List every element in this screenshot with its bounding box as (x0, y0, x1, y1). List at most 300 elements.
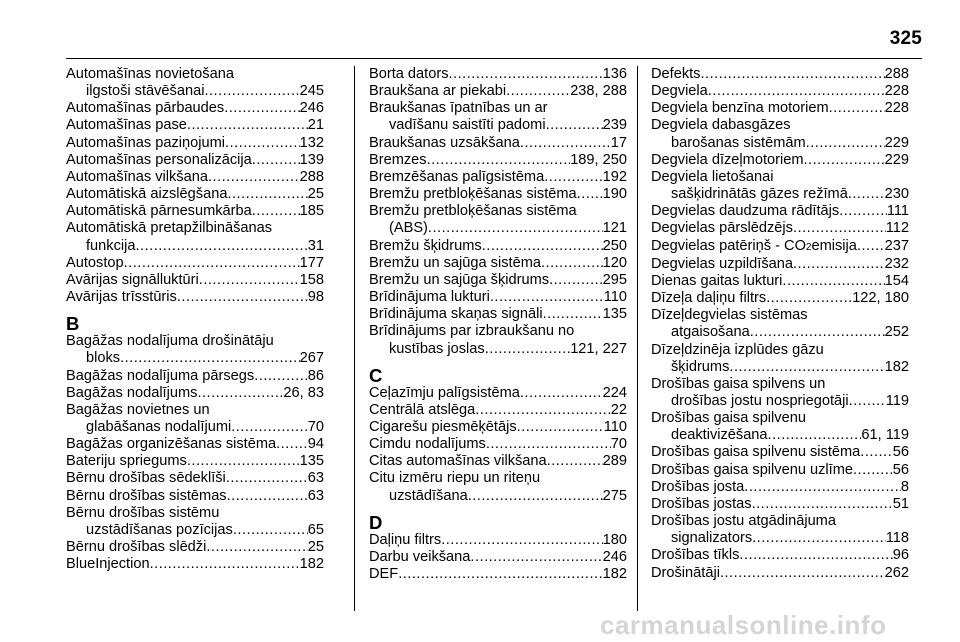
entry-text: Cimdu nodalījums (369, 436, 486, 453)
entry-text: Bagāžas nodalījuma pārsegs (66, 367, 255, 384)
entry-line (369, 323, 627, 340)
page-reference: 224 (602, 384, 627, 401)
page-reference: 135 (299, 453, 324, 470)
page-reference: 245 (299, 83, 324, 100)
index-entry (66, 152, 324, 169)
entry-text: Bērnu drošības slēdži (66, 539, 207, 556)
entry-line (66, 135, 324, 152)
dot-leader (208, 169, 300, 186)
entry-text: barošanas sistēmām (671, 134, 806, 151)
entry-text: Automātiskā aizslēgšana (66, 186, 228, 203)
entry-line (66, 470, 324, 487)
entry-text: Defekts (651, 66, 701, 82)
entry-line (66, 385, 324, 402)
dot-leader (853, 462, 893, 479)
entry-line (66, 402, 324, 419)
dot-leader (839, 203, 887, 220)
page-reference: 190 (602, 186, 627, 203)
index-entry (651, 565, 909, 582)
entry-line (369, 169, 627, 186)
page-reference: 8 (900, 478, 909, 495)
index-entry (369, 402, 627, 419)
page-reference: 94 (307, 436, 324, 453)
dot-leader (120, 350, 300, 367)
dot-leader (752, 530, 886, 547)
index-entry (369, 255, 627, 272)
dot-leader (398, 566, 602, 583)
dot-leader (486, 436, 611, 453)
entry-line (651, 359, 909, 376)
index-entry (651, 152, 909, 169)
entry-text: Borta dators (369, 66, 449, 82)
dot-leader (428, 220, 603, 237)
entry-line (66, 522, 324, 539)
dot-leader (199, 272, 300, 289)
dot-leader (231, 419, 308, 436)
section-letter: B (66, 313, 80, 335)
index-entry (369, 66, 627, 83)
entry-text: Bērnu drošības sistēmu (66, 504, 220, 521)
index-entry (66, 333, 324, 367)
page-reference: 61, 119 (861, 427, 909, 444)
page-reference: 17 (610, 134, 627, 151)
entry-text: emisija (811, 237, 857, 254)
entry-line (66, 186, 324, 203)
column-divider (637, 66, 638, 611)
dot-leader (177, 289, 308, 306)
dot-leader (750, 324, 885, 341)
entry-line (369, 272, 627, 289)
page-reference: 262 (884, 564, 909, 581)
entry-text: Drošības jostu atgādinājuma (651, 513, 836, 530)
dot-leader (766, 290, 852, 307)
index-entry (369, 203, 627, 237)
section-letter: C (369, 364, 383, 386)
entry-line (66, 83, 324, 100)
dot-leader (848, 186, 885, 203)
page-reference: 86 (307, 367, 324, 384)
page-reference: 65 (307, 521, 324, 538)
dot-leader (124, 255, 300, 272)
page-reference: 232 (884, 255, 909, 272)
index-entry (369, 419, 627, 436)
entry-text: Brīdinājuma skaņas signāli (369, 306, 543, 323)
page-reference: 31 (307, 237, 324, 254)
entry-text: Degvielas pārslēdzējs (651, 220, 793, 237)
entry-line (66, 169, 324, 186)
entry-text: Centrālā atslēga (369, 401, 476, 418)
entry-text: BlueInjection (66, 556, 150, 573)
entry-line (66, 203, 324, 220)
page-reference: 228 (884, 83, 909, 100)
entry-line (66, 66, 324, 83)
entry-line (369, 385, 627, 402)
index-entry (651, 238, 909, 256)
page-reference: 237 (884, 237, 909, 254)
entry-text: Daļiņu filtrs (369, 531, 442, 548)
entry-text: Braukšana ar piekabi (369, 83, 507, 100)
dot-leader (782, 273, 884, 290)
entry-line (369, 83, 627, 100)
entry-line (651, 513, 909, 530)
entry-line (369, 566, 627, 583)
dot-leader (708, 83, 885, 100)
entry-text: Automašīnas novietošana (66, 66, 234, 82)
page-reference: 25 (307, 539, 324, 556)
index-entry (66, 556, 324, 573)
entry-text: ilgstoši stāvēšanai (86, 83, 205, 100)
entry-text: Automātiskā pārnesumkārba (66, 203, 252, 220)
index-column-1 (66, 66, 324, 611)
index-entry (369, 186, 627, 203)
entry-text: DEF (369, 566, 399, 583)
entry-text: Bateriju spriegums (66, 453, 187, 470)
entry-line (369, 453, 627, 470)
index-entry (66, 402, 324, 436)
dot-leader (276, 436, 308, 453)
index-entry (651, 342, 909, 376)
page-reference: 110 (603, 289, 627, 306)
column-divider (354, 66, 355, 611)
index-entry (651, 307, 909, 341)
entry-text: Darbu veikšana (369, 548, 471, 565)
dot-leader (541, 255, 603, 272)
subscript: 2 (805, 241, 812, 253)
entry-text: Bagāžas organizēšanas sistēma (66, 436, 277, 453)
entry-text: Dienas gaitas lukturi (651, 272, 783, 289)
page-reference: 21 (307, 117, 324, 134)
entry-text: Bremžu un sajūga sistēma (369, 254, 541, 271)
index-entry (369, 453, 627, 470)
entry-text: Bremžu pretbloķēšanas sistēma (369, 186, 577, 203)
entry-line (369, 152, 627, 169)
page-number: 325 (889, 28, 922, 49)
entry-line (66, 255, 324, 272)
page-reference: 267 (299, 350, 324, 367)
entry-text: Dīzeļdzinēja izplūdes gāzu (651, 341, 824, 358)
entry-text: Degvielas uzpildīšana (651, 255, 793, 272)
entry-line (369, 117, 627, 134)
entry-line (66, 556, 324, 573)
index-entry (66, 368, 324, 385)
dot-leader (804, 152, 885, 169)
page-reference: 228 (884, 100, 909, 117)
page-reference: 182 (884, 358, 909, 375)
entry-line (651, 186, 909, 203)
dot-leader (768, 427, 862, 444)
index-entry (651, 117, 909, 151)
dot-leader (475, 402, 610, 419)
page-reference: 182 (602, 566, 627, 583)
dot-leader (517, 419, 604, 436)
page-reference: 239 (602, 117, 627, 134)
dot-leader (547, 453, 603, 470)
page-reference: 63 (307, 487, 324, 504)
index-entry (66, 289, 324, 306)
entry-text: Braukšanas uzsākšana (369, 134, 520, 151)
entry-line (369, 255, 627, 272)
entry-text: Automašīnas paziņojumi (66, 134, 225, 151)
entry-line (369, 419, 627, 436)
entry-text: Bagāžas nodalījuma drošinātāju (66, 333, 274, 350)
page-reference: 288 (299, 168, 324, 185)
index-entry (66, 272, 324, 289)
entry-text: Degviela dīzeļmotoriem (651, 151, 804, 168)
entry-text: atgaisošana (671, 324, 750, 341)
page-reference: 180 (602, 531, 627, 548)
entry-text: signalizators (671, 530, 753, 547)
entry-line (66, 419, 324, 436)
index-entry (66, 203, 324, 220)
entry-line (66, 272, 324, 289)
entry-text: Drošinātāji (651, 564, 720, 581)
entry-text: Bērnu drošības sistēmas (66, 487, 227, 504)
page-reference: 132 (299, 134, 324, 151)
dot-leader (485, 341, 570, 358)
index-column-3 (651, 66, 909, 611)
index-entry (369, 289, 627, 306)
entry-line (651, 307, 909, 324)
index-entry (651, 273, 909, 290)
index-entry (66, 539, 324, 556)
entry-line (369, 341, 627, 358)
entry-line (651, 100, 909, 117)
entry-line (369, 238, 627, 255)
page-reference: 56 (892, 444, 909, 461)
dot-leader (225, 135, 300, 152)
page-reference: 111 (886, 203, 909, 220)
entry-line (651, 393, 909, 410)
page-reference: 63 (307, 470, 324, 487)
entry-text: Drošības tīkls (651, 547, 740, 564)
entry-line (651, 530, 909, 547)
page-reference: 98 (307, 289, 324, 306)
index-entry (66, 385, 324, 402)
index-entry (651, 547, 909, 564)
page-reference: 51 (892, 495, 909, 512)
entry-text: Degviela dabasgāzes (651, 117, 791, 134)
index-entry (66, 100, 324, 117)
entry-text: Bagāžas nodalījums (66, 384, 198, 401)
entry-line (651, 479, 909, 496)
page-reference: 122, 180 (852, 290, 909, 307)
index-entry (651, 444, 909, 461)
index-entry (66, 186, 324, 203)
entry-text: šķidrums (671, 358, 730, 375)
entry-text: vadīšanu saistīti padomi (389, 117, 546, 134)
page-reference: 185 (299, 203, 324, 220)
page-reference: 288 (884, 66, 909, 82)
entry-line (369, 549, 627, 566)
entry-text: Bremžu šķidrums (369, 237, 482, 254)
entry-text: Citas automašīnas vilkšana (369, 453, 547, 470)
entry-line (66, 100, 324, 117)
dot-leader (739, 547, 892, 564)
entry-line (651, 324, 909, 341)
watermark: carmanualsonline.info (600, 610, 887, 640)
index-entry (369, 152, 627, 169)
entry-line (66, 220, 324, 237)
page-reference: 230 (884, 186, 909, 203)
entry-text: glabāšanas nodalījumi (86, 418, 232, 435)
dot-leader (829, 100, 885, 117)
index-entry (651, 256, 909, 273)
entry-text: kustības joslas (389, 340, 485, 357)
dot-leader (544, 169, 602, 186)
page-reference: 25 (307, 186, 324, 203)
dot-leader (252, 152, 300, 169)
index-column-2 (369, 66, 627, 611)
entry-line (369, 306, 627, 323)
entry-text: uzstādīšanas pozīcijas (86, 521, 233, 538)
entry-text: Drošības gaisa spilvens un (651, 375, 826, 392)
dot-leader (187, 453, 300, 470)
dot-leader (206, 539, 307, 556)
entry-text: Degviela lietošanai (651, 168, 774, 185)
page-reference: 229 (884, 134, 909, 151)
page-reference: 192 (602, 168, 627, 185)
index-entry (66, 505, 324, 539)
page-reference: 120 (602, 254, 627, 271)
index-entry (369, 238, 627, 255)
dot-leader (857, 238, 885, 255)
dot-leader (577, 186, 603, 203)
entry-text: Degviela (651, 83, 708, 100)
entry-text: Bremzēšanas palīgsistēma (369, 168, 545, 185)
dot-leader (227, 186, 307, 203)
entry-line (66, 505, 324, 522)
entry-line (651, 444, 909, 461)
index-entry (66, 220, 324, 254)
index-entry (651, 496, 909, 513)
page-reference: 118 (885, 530, 909, 547)
index-entry (369, 436, 627, 453)
index-entry (66, 169, 324, 186)
dot-leader (744, 479, 901, 496)
dot-leader (520, 385, 603, 402)
entry-text: Automašīnas pase (66, 117, 187, 134)
entry-line (651, 342, 909, 359)
entry-text: Dīzeļdegvielas sistēmas (651, 307, 808, 324)
index-entry (369, 169, 627, 186)
entry-text: Degvielas patēriņš - CO (651, 237, 806, 254)
index-entry (651, 513, 909, 547)
page-reference: 295 (602, 271, 627, 288)
index-entry (651, 462, 909, 479)
index-entry (66, 255, 324, 272)
dot-leader (860, 444, 892, 461)
entry-text: Brīdinājums par izbraukšanu no (369, 323, 575, 340)
entry-line (66, 238, 324, 255)
dot-leader (468, 488, 603, 505)
entry-text: Automašīnas pārbaudes (66, 100, 225, 117)
entry-line (369, 488, 627, 505)
entry-line (66, 453, 324, 470)
page-reference: 289 (602, 453, 627, 470)
entry-text: Brīdinājuma lukturi (369, 289, 490, 306)
entry-text: Bremžu pretbloķēšanas sistēma (369, 203, 577, 220)
dot-leader (729, 359, 884, 376)
index-entry (66, 488, 324, 505)
entry-text: Cigarešu piesmēķētājs (369, 418, 517, 435)
dot-leader (441, 532, 602, 549)
entry-text: deaktivizēšana (671, 427, 768, 444)
dot-leader (252, 203, 300, 220)
header-rule (66, 58, 922, 59)
section-letter: D (369, 511, 383, 533)
page-reference: 189, 250 (570, 151, 627, 168)
index-entry (369, 566, 627, 583)
page-reference: 22 (610, 401, 627, 418)
page-reference: 70 (307, 418, 324, 435)
dot-leader (233, 522, 308, 539)
dot-leader (197, 385, 283, 402)
entry-line (369, 203, 627, 220)
entry-text: Drošības jostas (651, 495, 752, 512)
dot-leader (135, 238, 307, 255)
index-entry (66, 470, 324, 487)
entry-line (651, 220, 909, 237)
index-entry (651, 203, 909, 220)
dot-leader (520, 135, 611, 152)
page-reference: 246 (299, 100, 324, 117)
entry-text: Drošības gaisa spilvenu uzlīme (651, 461, 853, 478)
dot-leader (806, 135, 885, 152)
dot-leader (700, 66, 884, 83)
index-entry (651, 169, 909, 203)
page-reference: 121, 227 (570, 340, 627, 357)
entry-line (651, 135, 909, 152)
entry-line (66, 436, 324, 453)
page-reference: 121 (602, 220, 627, 237)
dot-leader (490, 289, 604, 306)
entry-text: Bagāžas novietnes un (66, 401, 210, 418)
entry-line (369, 220, 627, 237)
page-reference: 96 (892, 547, 909, 564)
entry-text: Drošības gaisa spilvenu sistēma (651, 444, 861, 461)
entry-line (651, 83, 909, 100)
entry-line (369, 289, 627, 306)
dot-leader (793, 256, 885, 273)
index-entry (369, 385, 627, 402)
entry-line (66, 117, 324, 134)
index-entry (651, 100, 909, 117)
entry-text: Automātiskā pretapžilbināšanas (66, 220, 273, 237)
entry-line (66, 488, 324, 505)
page-reference: 119 (885, 392, 909, 409)
entry-line (66, 350, 324, 367)
entry-text: Bremzes (369, 151, 427, 168)
entry-text: sašķidrinātās gāzes režīmā (671, 186, 848, 203)
index-entry (369, 83, 627, 100)
index-entry (369, 549, 627, 566)
dot-leader (187, 117, 308, 134)
entry-line (651, 203, 909, 220)
page-reference: 158 (299, 271, 324, 288)
index-entry (369, 323, 627, 357)
entry-text: bloks (86, 350, 121, 367)
dot-leader (204, 83, 299, 100)
index-entry (66, 436, 324, 453)
entry-line (651, 410, 909, 427)
entry-line (651, 273, 909, 290)
entry-line (369, 402, 627, 419)
index-entry (66, 117, 324, 134)
entry-line (369, 532, 627, 549)
index-entry (651, 410, 909, 444)
entry-line (369, 100, 627, 117)
dot-leader (793, 220, 886, 237)
